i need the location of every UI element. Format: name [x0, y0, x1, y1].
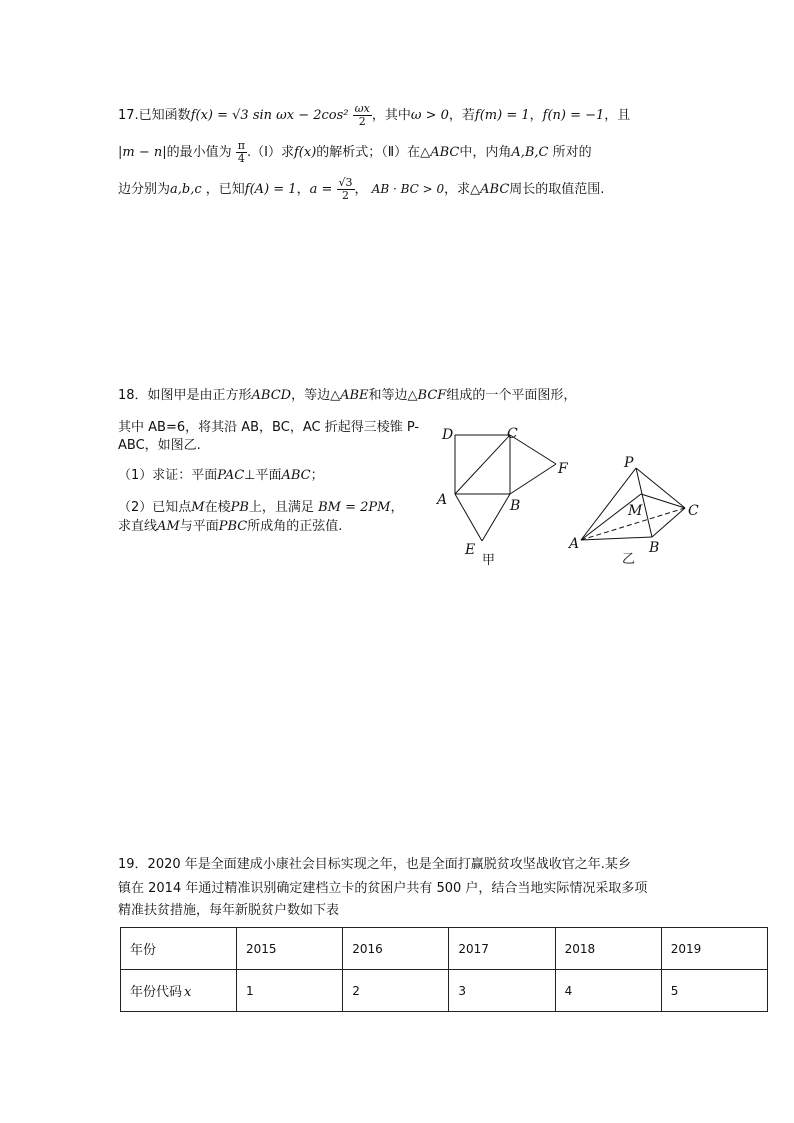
table-cell: 2015: [237, 928, 343, 970]
table-cell: 4: [555, 970, 661, 1012]
caption-yi: 乙: [622, 552, 636, 567]
table-cell: 5: [661, 970, 767, 1012]
q17-abs-diff: |m − n|: [118, 145, 167, 160]
table-header-code: 年份代码 x: [121, 970, 237, 1012]
q17-pi-fraction: $\frac{\pi}{4}$: [237, 139, 246, 165]
table-header-year: 年份: [121, 928, 237, 970]
label-D: D: [442, 427, 454, 443]
label-F: F: [558, 461, 568, 477]
figure-jia: [430, 420, 580, 570]
q17-fraction: $\frac{\omega x}{2}$: [354, 102, 370, 128]
label-M: M: [628, 503, 643, 519]
label-C: C: [688, 503, 699, 519]
q18-line1: 18．如图甲是由正方形ABCD，等边△ABE和等边△BCF组成的一个平面图形，: [118, 388, 577, 403]
data-table: [120, 927, 768, 1012]
table-cell: 2018: [555, 928, 661, 970]
label-A: A: [569, 536, 580, 552]
q19-line1: 19．2020 年是全面建成小康社会目标实现之年，也是全面打赢脱贫攻坚战收官之年.某乡: [118, 857, 631, 872]
figure-yi: [560, 448, 710, 570]
q18-line3: ABC，如图乙.: [118, 438, 201, 453]
caption-jia: 甲: [482, 553, 496, 568]
q17-line1: 17.已知函数f(x) = √3 sin ωx − 2cos² $\frac{\omega x}{2}$ ，其中ω > 0，若f(m) = 1，f(n) = −1，且: [118, 102, 631, 128]
edge-AE: [455, 494, 482, 541]
label-B: B: [510, 498, 521, 514]
q17-formula: f(x) = √3 sin ωx − 2cos²: [190, 108, 349, 123]
table-row-years: [121, 928, 768, 970]
table-cell: 3: [449, 970, 555, 1012]
edge-AC: [455, 435, 510, 494]
q17-vector-dot: AB · BC > 0: [371, 182, 445, 196]
table-cell: 2: [343, 970, 449, 1012]
table-cell: 2017: [449, 928, 555, 970]
q18-line2: 其中 AB=6，将其沿 AB，BC，AC 折起得三棱锥 P-: [118, 420, 420, 435]
table-row-codes: [121, 970, 768, 1012]
edge-BF: [510, 464, 556, 494]
table-cell: 1: [237, 970, 343, 1012]
label-A: A: [437, 492, 448, 508]
edge-PC: [636, 468, 685, 508]
q18-part2: （2）已知点M在棱PB上，且满足 BM = 2PM，: [118, 500, 404, 515]
q17-sqrt3-fraction: $\frac{√3}{2}$: [338, 176, 353, 202]
q17-line3: 边分别为a,b,c ，已知f(A) = 1，a = $\frac{√3}{2}$ ， AB · BC > 0，求△ABC周长的取值范围.: [118, 176, 605, 202]
q19-line2: 镇在 2014 年通过精准识别确定建档立卡的贫困户共有 500 户，结合当地实际情况采取多项: [118, 881, 648, 896]
table-cell: 2019: [661, 928, 767, 970]
q17-text: 17.已知函数: [118, 108, 191, 123]
q17-line2: |m − n|的最小值为 $\frac{\pi}{4}$ .（Ⅰ）求f(x)的解析式；（Ⅱ）在△ABC中，内角A,B,C 所对的: [118, 139, 592, 165]
q18-part1: （1）求证：平面PAC⊥平面ABC；: [118, 468, 324, 483]
table-cell: 2016: [343, 928, 449, 970]
edge-BE: [482, 494, 510, 541]
edge-BC: [652, 508, 685, 537]
edge-MC: [641, 494, 685, 508]
q18-part2-line2: 求直线AM与平面PBC所成角的正弦值.: [118, 519, 343, 534]
label-P: P: [624, 455, 634, 471]
q19-line3: 精准扶贫措施，每年新脱贫户数如下表: [118, 903, 340, 918]
label-E: E: [465, 542, 476, 558]
label-C: C: [507, 426, 518, 442]
label-B: B: [649, 540, 660, 556]
edge-AB: [581, 537, 652, 540]
